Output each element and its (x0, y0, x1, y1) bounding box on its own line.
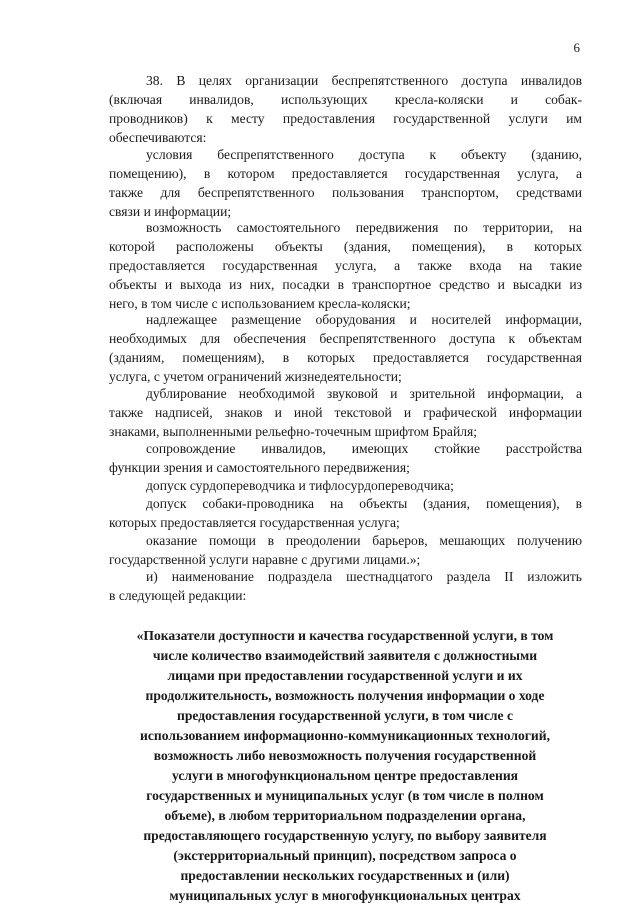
heading-line: объеме), в любом территориальном подразделении органа, (164, 808, 526, 823)
heading-line: (экстерриториальный принцип), посредством запроса о (173, 848, 517, 863)
body-line: проводников) к месту предоставления государственной услуги им (109, 111, 582, 126)
heading-line: использованием информационно-коммуникационных технологий, (140, 728, 550, 743)
body-line: объекты и выхода из них, посадки в транспортное средство и высадки из (109, 277, 582, 292)
body-line: связи и информации; (109, 204, 232, 219)
body-line: 38. В целях организации беспрепятственного доступа инвалидов (146, 73, 582, 88)
body-line: обеспечиваются: (109, 130, 207, 145)
body-line: которых предоставляется государственная услуга; (109, 515, 400, 530)
body-line: оказание помощи в преодолении барьеров, мешающих получению (146, 533, 582, 548)
body-line: предоставляется государственная услуга, а также входа на такие (109, 258, 582, 273)
body-line: условия беспрепятственного доступа к объекту (зданию, (146, 147, 582, 162)
body-line: помещению), в котором предоставляется государственная услуга, а (109, 166, 582, 181)
body-line: в следующей редакции: (109, 588, 247, 603)
body-line: допуск собаки-проводника на объекты (здания, помещения), в (146, 496, 582, 511)
body-line: которой расположены объекты (здания, помещения), в которых (109, 239, 582, 254)
heading-line: «Показатели доступности и качества государственной услуги, в том (136, 628, 554, 643)
heading-line: предоставляющего государственную услугу, по выбору заявителя (143, 828, 547, 843)
body-line: него, в том числе с использованием кресла-коляски; (109, 296, 411, 311)
body-line: надлежащее размещение оборудования и носителей информации, (146, 312, 582, 327)
body-line: и) наименование подраздела шестнадцатого раздела II изложить (146, 569, 582, 584)
page-number: 6 (573, 40, 580, 55)
heading-line: государственных и муниципальных услуг (в том числе в полном (146, 788, 544, 803)
body-line: (включая инвалидов, использующих кресла-коляски и собак- (109, 92, 582, 107)
heading-line: возможность либо невозможность получения государственной (153, 748, 537, 763)
heading-line: числе количество взаимодействий заявителя с должностными (152, 648, 538, 663)
body-line: сопровождение инвалидов, имеющих стойкие расстройства (146, 441, 582, 456)
body-line: (зданиям, помещениям), в которых предоставляется государственная (109, 350, 582, 365)
body-line: функции зрения и самостоятельного передвижения; (109, 460, 410, 475)
heading-line: предоставления государственной услуги, в том числе с (177, 708, 513, 723)
heading-line: муниципальных услуг в многофункциональных центрах (169, 888, 521, 903)
body-line: также надписей, знаков и иной текстовой и графической информации (109, 405, 582, 420)
body-line: возможность самостоятельного передвижения по территории, на (146, 220, 582, 235)
heading-line: услуги в многофункциональном центре предоставления (171, 768, 519, 783)
heading-line: продолжительность, возможность получения информации о ходе (145, 688, 545, 703)
body-line: знаками, выполненными рельефно-точечным шрифтом Брайля; (109, 424, 478, 439)
body-line: также для беспрепятственного пользования транспортом, средствами (109, 185, 582, 200)
body-line: дублирование необходимой звуковой и зрительной информации, а (146, 386, 582, 401)
body-line: государственной услуги наравне с другими лицами.»; (109, 552, 421, 567)
body-line: необходимых для обеспечения беспрепятственного доступа к объектам (109, 331, 582, 346)
body-line: услуга, с учетом ограничений жизнедеятельности; (109, 369, 402, 384)
heading-line: предоставлении нескольких государственных и (или) (180, 868, 510, 883)
heading-line: лицами при предоставлении государственной услуги и их (167, 668, 523, 683)
body-line: допуск сурдопереводчика и тифлосурдопереводчика; (146, 478, 454, 493)
